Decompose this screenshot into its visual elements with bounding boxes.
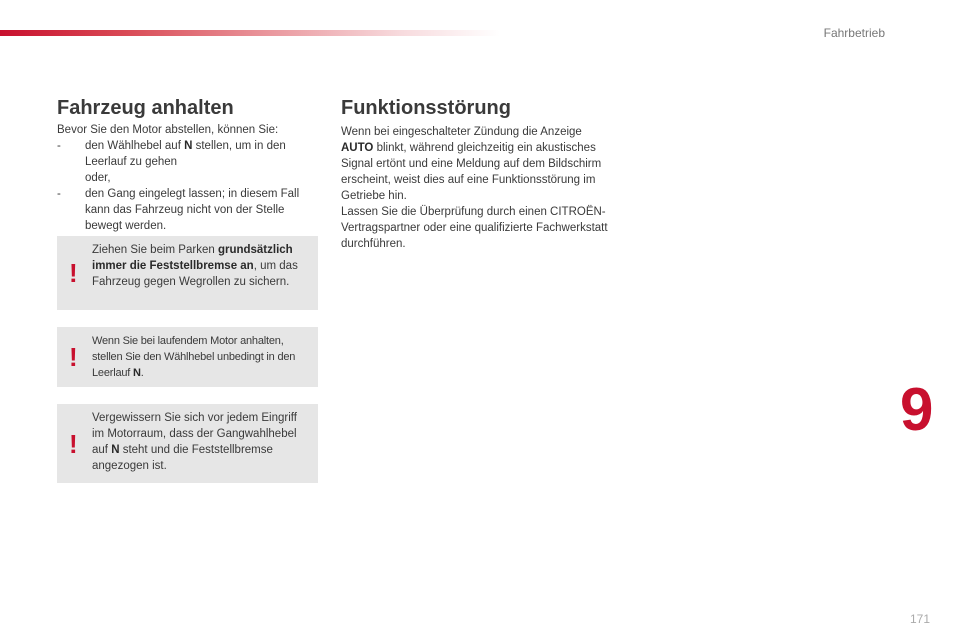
warning-bold: grundsätzlich immer die Feststellbremse an [92, 244, 293, 272]
chapter-number: 9 [900, 376, 934, 443]
warning-text: steht und die Feststellbremse angezogen ist. [92, 444, 273, 472]
warning-bold: N [133, 367, 141, 379]
warning-text: , um das Fahrzeug gegen Wegrollen zu sichern. [92, 260, 298, 288]
auto-indicator-label: AUTO [341, 142, 374, 154]
left-intro-text: Bevor Sie den Motor abstellen, können Sie: [57, 124, 279, 136]
warning-bold: N [111, 444, 120, 456]
left-heading: Fahrzeug anhalten [57, 97, 234, 119]
paragraph-text: blinkt, während gleichzeitig ein akustisches Signal ertönt und eine Meldung auf dem Bildschirm erscheint, weist dies auf eine Funktionsstörung im Getriebe hin. [341, 142, 602, 202]
list-item-text: den Gang eingelegt lassen; in diesem Fall kann das Fahrzeug nicht von der Stelle bewegt werden. [85, 188, 300, 232]
right-body [341, 124, 611, 252]
warning-box [57, 327, 318, 387]
warning-text: Ziehen Sie beim Parken [92, 244, 218, 256]
or-text: oder, [85, 172, 111, 184]
list-item-text: stellen, um in den Leerlauf zu gehen [85, 140, 286, 168]
section-label: Fahrbetrieb [823, 26, 885, 40]
page-number: 171 [909, 612, 930, 626]
left-intro-block [57, 122, 317, 234]
paragraph-text: Wenn bei eingeschalteter Zündung die Anzeige [341, 126, 582, 138]
right-paragraph [341, 124, 611, 204]
list-item [57, 138, 317, 170]
warning-box [57, 404, 318, 483]
list-dash: - [57, 140, 61, 152]
right-paragraph: Lassen Sie die Überprüfung durch einen CITROËN-Vertragspartner oder eine qualifizierte Fachwerkstatt durchführen. [341, 206, 608, 250]
list-item-text: den Wählhebel auf [85, 140, 185, 152]
list-item [57, 186, 317, 234]
right-heading: Funktionsstörung [341, 97, 511, 119]
warning-text: Wenn Sie bei laufendem Motor anhalten, stellen Sie den Wählhebel unbedingt in den Leerlauf [92, 335, 296, 379]
list-dash: - [57, 188, 61, 200]
list-item-bold: N [184, 140, 193, 152]
warning-icon: ! [69, 258, 78, 288]
warning-icon: ! [69, 428, 78, 459]
warning-text: . [140, 367, 144, 379]
warning-icon: ! [69, 342, 78, 372]
header-accent-bar [0, 30, 500, 36]
warning-box [57, 236, 318, 310]
warning-text: Vergewissern Sie sich vor jedem Eingriff im Motorraum, dass der Gangwahlhebel auf [92, 412, 297, 456]
